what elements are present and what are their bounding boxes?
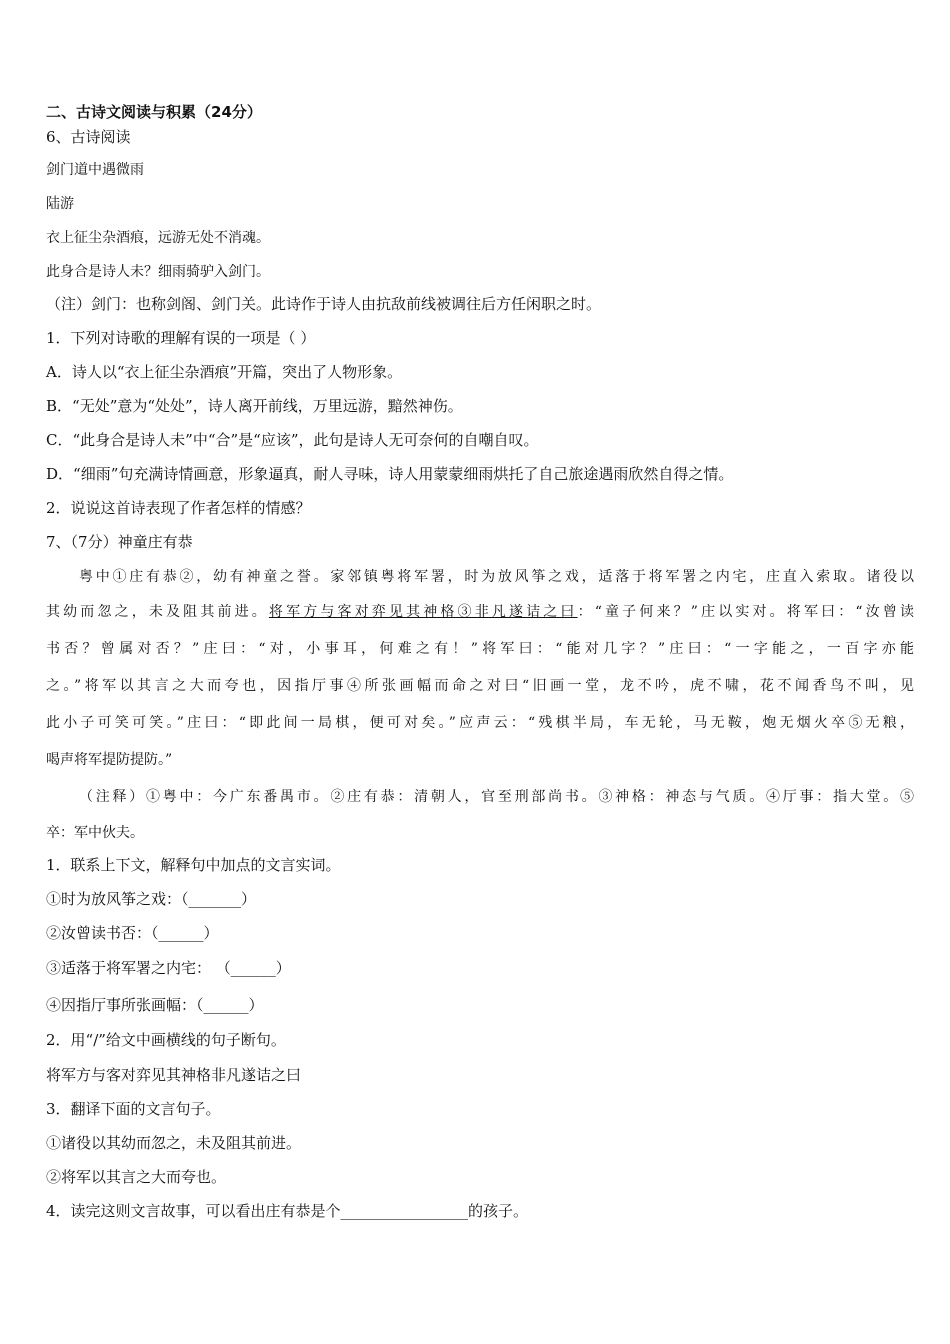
- passage-line-2-post: ：“童子何来？”庄以实对。将军曰：“汝曾读: [577, 604, 914, 620]
- option-a: A．诗人以“衣上征尘杂酒痕”开篇，突出了人物形象。: [46, 363, 403, 381]
- q6-sub-2: 2．说说这首诗表现了作者怎样的情感？: [46, 499, 311, 517]
- passage-line-6: 喝声将军提防提防。”: [46, 752, 173, 768]
- q6-sub-1: 1．下列对诗歌的理解有误的一项是（ ）: [46, 329, 316, 347]
- option-d: D．“细雨”句充满诗情画意，形象逼真，耐人寻味，诗人用蒙蒙细雨烘托了自己旅途遇雨欣然自得之情。: [46, 465, 734, 483]
- option-c: C．“此身合是诗人未”中“合”是“应该”，此句是诗人无可奈何的自嘲自叹。: [46, 431, 539, 449]
- poem-author: 陆游: [46, 196, 74, 212]
- poem-note: （注）剑门：也称剑阁、剑门关。此诗作于诗人由抗敌前线被调往后方任闲职之时。: [46, 295, 602, 313]
- q7-sub-1: 1．联系上下文，解释句中加点的文言实词。: [46, 856, 341, 874]
- passage-line-4: 之。”将军以其言之大而夸也，因指厅事④所张画幅而命之对曰“旧画一堂，龙不吟，虎不啸，花不闻香鸟不叫，见: [46, 678, 914, 694]
- q7-sub-4: 4．读完这则文言故事，可以看出庄有恭是个_________________的孩子。: [46, 1202, 529, 1220]
- notes-line-2: 卒：军中伙夫。: [46, 825, 144, 841]
- q7-sub-1-b: ②汝曾读书否：（______）: [46, 924, 219, 942]
- passage-line-5: 此小子可笑可笑。”庄曰：“即此间一局棋，便可对矣。”应声云：“残棋半局，车无轮，马无鞍，炮无烟火卒⑤无粮，: [46, 715, 914, 731]
- q7-sub-2-text: 将军方与客对弈见其神格非凡遂诘之曰: [46, 1066, 302, 1084]
- poem-line-1: 衣上征尘杂酒痕，远游无处不消魂。: [46, 230, 270, 246]
- underlined-sentence: 将军方与客对弈见其神格③非凡遂诘之曰: [268, 604, 578, 620]
- passage-line-2: [46, 602, 914, 622]
- notes-line-1: （注释）①粤中：今广东番禺市。②庄有恭：清朝人，官至刑部尚书。③神格：神态与气质。④厅事：指大堂。⑤: [79, 789, 914, 805]
- q7-sub-3-b: ②将军以其言之大而夸也。: [46, 1168, 227, 1186]
- question-6-label: 6、古诗阅读: [46, 128, 131, 146]
- question-7-label: 7、（7分）神童庄有恭: [46, 533, 193, 551]
- section-heading: 二、古诗文阅读与积累（24分）: [46, 103, 262, 121]
- q7-sub-1-c: ③适落于将军署之内宅： （______）: [46, 959, 291, 977]
- poem-line-2: 此身合是诗人未？细雨骑驴入剑门。: [46, 264, 270, 280]
- q7-sub-2: 2．用“/”给文中画横线的句子断句。: [46, 1031, 286, 1049]
- q7-sub-1-a: ①时为放风筝之戏：（_______）: [46, 890, 257, 908]
- q7-sub-1-d: ④因指厅事所张画幅：（______）: [46, 996, 264, 1014]
- option-b: B．“无处”意为“处处”，诗人离开前线，万里远游，黯然神伤。: [46, 397, 463, 415]
- q7-sub-3: 3．翻译下面的文言句子。: [46, 1100, 221, 1118]
- passage-line-3: 书否？曾属对否？”庄曰：“对，小事耳，何难之有！”将军曰：“能对几字？”庄曰：“一字能之，一百字亦能: [46, 641, 914, 657]
- q7-sub-3-a: ①诸役以其幼而忽之，未及阻其前进。: [46, 1134, 302, 1152]
- passage-line-1: 粤中①庄有恭②，幼有神童之誉。家邻镇粤将军署，时为放风筝之戏，适落于将军署之内宅，庄直入索取。诸役以: [79, 569, 914, 585]
- poem-title: 剑门道中遇微雨: [46, 162, 144, 178]
- passage-line-2-pre: 其幼而忽之，未及阻其前进。: [46, 604, 269, 620]
